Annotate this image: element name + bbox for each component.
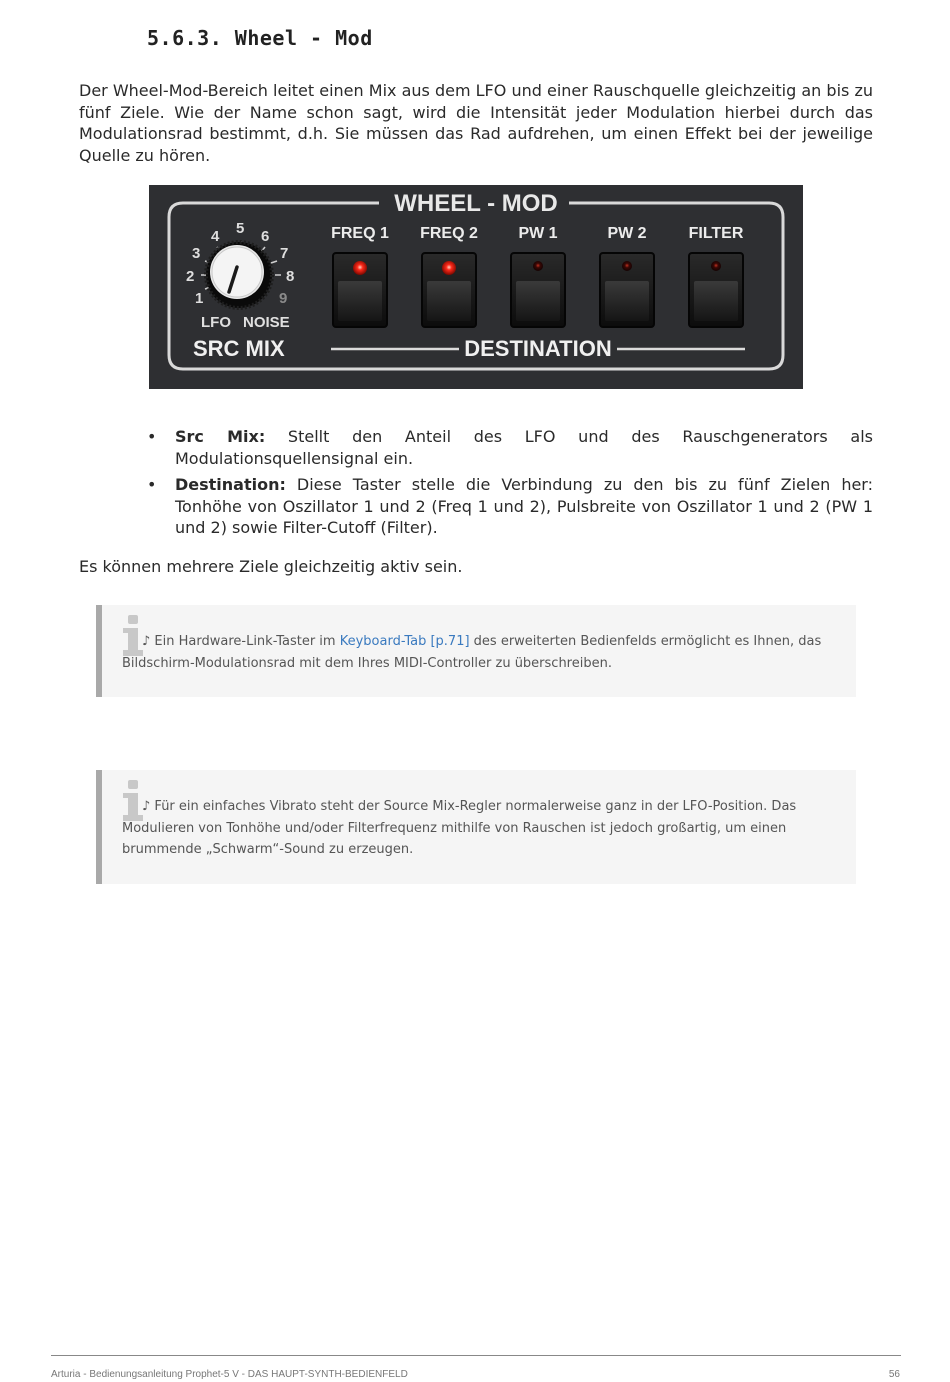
list-item: [140, 426, 873, 469]
note-text-prefix: ♪ Ein Hardware-Link-Taster im: [142, 634, 340, 649]
bullet-text: Diese Taster stelle die Verbindung zu den bis zu fünf Zielen her: Tonhöhe von Oszillator 1 und 2 (Freq 1 und 2), Pulsbreite von Oszillator 1 und 2 (PW 1 und 2) sowie Filter-Cutoff (Filter).: [175, 475, 873, 537]
freq2-button[interactable]: [422, 253, 476, 327]
knob-noise-label: NOISE: [243, 314, 290, 331]
dest-label-freq1: FREQ 1: [331, 225, 389, 242]
pw1-button[interactable]: [511, 253, 565, 327]
knob-scale-8: 8: [286, 268, 295, 285]
dest-label-pw2: PW 2: [607, 225, 647, 242]
bullet-dot: •: [147, 427, 157, 446]
info-note: [96, 770, 856, 884]
filter-button[interactable]: [689, 253, 743, 327]
pw2-led-indicator: [622, 261, 632, 271]
bullet-text: Stellt den Anteil des LFO und des Rauschgenerators als Modulationsquellensignal ein.: [175, 427, 873, 468]
dest-label-freq2: FREQ 2: [420, 225, 478, 242]
bullet-term: Src Mix:: [175, 427, 266, 446]
closing-paragraph: Es können mehrere Ziele gleichzeitig aktiv sein.: [79, 557, 463, 576]
note-text-suffix: des erweiterten Bedienfelds ermöglicht es Ihnen, das Bildschirm-Modulationsrad mit dem Ihres MIDI-Controller zu überschreiben.: [122, 634, 822, 671]
list-item: [140, 474, 873, 539]
knob-scale-4: 4: [211, 228, 220, 245]
src-mix-knob[interactable]: [206, 242, 272, 308]
footer-divider: [51, 1355, 901, 1356]
knob-scale-2: 2: [186, 268, 195, 285]
knob-scale-3: 3: [192, 245, 201, 262]
knob-scale-5: 5: [236, 220, 245, 237]
destination-label: DESTINATION: [464, 336, 612, 361]
freq1-led-indicator: [353, 261, 367, 275]
intro-paragraph: Der Wheel-Mod-Bereich leitet einen Mix aus dem LFO und einer Rauschquelle gleichzeitig an bis zu fünf Ziele. Wie der Name schon sagt, wird die Intensität jeder Modulation hierbei durch das Modulationsrad bestimmt, d.h. Sie müssen das Rad aufdrehen, um einen Effekt bei der jeweilige Quelle zu hören.: [79, 81, 873, 165]
note-text: [122, 631, 842, 674]
knob-scale-7: 7: [280, 245, 289, 262]
knob-scale-6: 6: [261, 228, 270, 245]
pw2-button[interactable]: [600, 253, 654, 327]
section-heading: 5.6.3. Wheel - Mod: [147, 26, 373, 50]
filter-led-indicator: [711, 261, 721, 271]
keyboard-tab-link[interactable]: Keyboard-Tab [p.71]: [339, 634, 470, 649]
src-mix-label: SRC MIX: [193, 336, 285, 361]
pw1-led-indicator: [533, 261, 543, 271]
bullet-dot: •: [147, 475, 157, 494]
bullet-term: Destination:: [175, 475, 286, 494]
page-number: 56: [888, 1369, 900, 1380]
footer-title: Arturia - Bedienungsanleitung Prophet-5 V - DAS HAUPT-SYNTH-BEDIENFELD: [51, 1369, 408, 1380]
panel-title: WHEEL - MOD: [394, 190, 558, 217]
parameter-list: [140, 426, 873, 544]
knob-lfo-label: LFO: [201, 314, 231, 331]
knob-scale-9: 9: [279, 290, 288, 307]
dest-label-filter: FILTER: [688, 225, 744, 242]
note-text: ♪ Für ein einfaches Vibrato steht der Source Mix-Regler normalerweise ganz in der LFO-Position. Das Modulieren von Tonhöhe und/oder Filterfrequenz mithilfe von Rauschen ist jedoch großartig, um einen brummende „Schwarm“-Sound zu erzeugen.: [122, 799, 797, 857]
wheel-mod-panel-image: [149, 185, 803, 389]
freq2-led-indicator: [442, 261, 456, 275]
dest-label-pw1: PW 1: [518, 225, 558, 242]
knob-scale-1: 1: [195, 290, 204, 307]
freq1-button[interactable]: [333, 253, 387, 327]
info-note: [96, 605, 856, 697]
